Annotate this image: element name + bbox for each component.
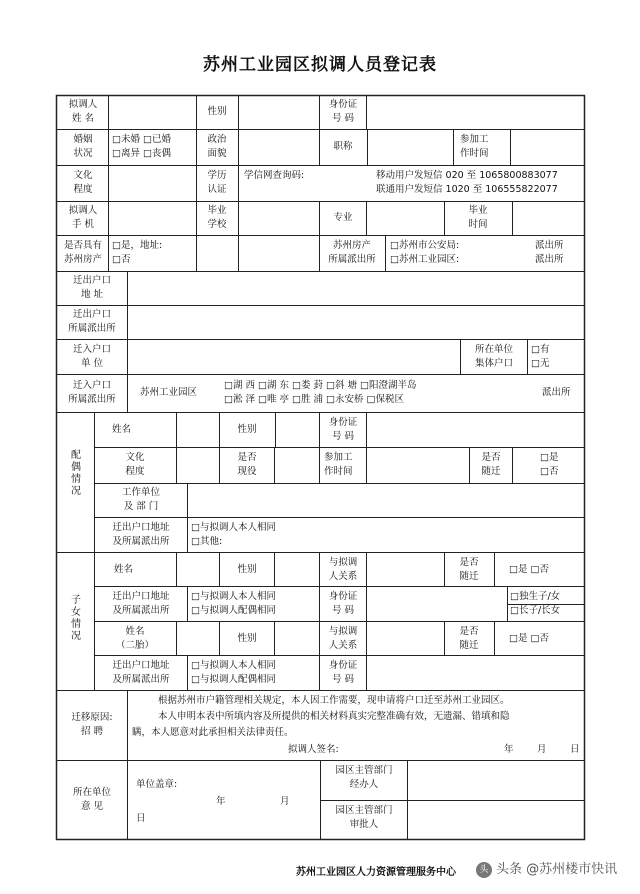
approver-label: 园区主管部门 审批人 (335, 805, 393, 830)
spouse-active-duty-label: 是否 现役 (237, 452, 257, 477)
declaration-line-3: 瞒，本人愿意对此承担相关法律责任。 (132, 727, 294, 738)
origin-station-label: 迁出户口 所属派出所 (68, 309, 116, 334)
child-address-options[interactable]: □与拟调人本人相同 □与拟调人配偶相同 (191, 591, 276, 616)
child-order-options[interactable]: □独生子/女 □长子/长女 (510, 591, 561, 616)
child-name-label: 姓名 (114, 564, 134, 575)
child2-follow-options[interactable]: □是 □否 (509, 633, 549, 644)
issuer-footer: 苏州工业园区人力资源管理服务中心 (296, 867, 456, 878)
spouse-follow-label: 是否 随迁 (481, 452, 501, 477)
child-follow-options[interactable]: □是 □否 (509, 564, 549, 575)
degree-cert-label: 学历 认证 (207, 170, 227, 195)
child2-gender-label: 性别 (237, 633, 257, 644)
destination-unit-label: 迁入户口 单 位 (72, 344, 111, 369)
spouse-unit-label: 工作单位 及 部 门 (121, 487, 160, 512)
child2-address-label: 迁出户口地址 及所属派出所 (112, 660, 170, 685)
station-choices-suffix: 派出所 (542, 387, 571, 398)
political-status-label: 政治 面貌 (207, 134, 227, 159)
declaration-line-2: 本人申明本表中所填内容及所提供的相关材料真实完整准确有效，无遗漏、错填和隐 (158, 711, 510, 722)
child-address-label: 迁出户口地址 及所属派出所 (112, 591, 170, 616)
query-code-label: 学信网查询码: (244, 170, 305, 181)
property-label: 是否具有 苏州房产 (63, 240, 102, 265)
declaration-line-1: 根据苏州市户籍管理相关规定，本人因工作需要，现申请将户口迁至苏州工业园区。 (158, 695, 510, 706)
signature-label: 拟调人签名: (288, 744, 339, 755)
child-relation-label: 与拟调 人关系 (328, 557, 358, 582)
marital-options[interactable]: □未婚 □已婚 □离异 □丧偶 (112, 134, 171, 159)
major-label: 专业 (333, 212, 353, 223)
gender-label: 性别 (207, 106, 227, 117)
unit-month: 月 (280, 796, 290, 807)
form-title: 苏州工业园区拟调人员登记表 (203, 55, 437, 75)
child2-id-label: 身份证 号 码 (328, 660, 358, 685)
spouse-gender-label: 性别 (237, 424, 257, 435)
signature-year: 年 (504, 744, 514, 755)
child2-follow-label: 是否 随迁 (459, 626, 479, 651)
sms-instructions: 移动用户发短信 020 至 1065800883077 联通用户发短信 1020 至 106555822077 (376, 170, 558, 195)
spouse-section-label: 配偶情况 (71, 450, 81, 497)
child-id-label: 身份证 号 码 (328, 591, 358, 616)
watermark-handle: @苏州楼市快讯 (526, 862, 618, 877)
spouse-address-options[interactable]: □与拟调人本人相同 □其他: (191, 522, 276, 547)
unit-seal-label: 单位盖章: (136, 779, 178, 790)
unit-opinion-label: 所在单位 意 见 (72, 787, 111, 812)
spouse-id-label: 身份证 号 码 (328, 417, 358, 442)
migration-reason-label: 迁移原因: 招 聘 (71, 712, 113, 737)
spouse-education-label: 文化 程度 (125, 452, 145, 477)
station-suffix: 派出所 派出所 (535, 240, 564, 265)
child2-address-options[interactable]: □与拟调人本人相同 □与拟调人配偶相同 (191, 660, 276, 685)
destination-station-label: 迁入户口 所属派出所 (68, 380, 116, 405)
school-label: 毕业 学校 (207, 205, 227, 230)
children-section-label: 子女情况 (71, 595, 81, 642)
unit-day: 日 (136, 813, 146, 824)
park-label: 苏州工业园区 (140, 387, 198, 398)
origin-address-label: 迁出户口 地 址 (72, 275, 111, 300)
spouse-address-label: 迁出户口地址 及所属派出所 (112, 522, 170, 547)
unit-year: 年 (216, 796, 226, 807)
education-label: 文化 程度 (73, 170, 93, 195)
applicant-name-label: 拟调人 姓 名 (68, 99, 98, 124)
child2-relation-label: 与拟调 人关系 (328, 626, 358, 651)
collective-options[interactable]: □有 □无 (531, 344, 550, 369)
marital-status-label: 婚姻 状况 (73, 134, 93, 159)
spouse-worktime-label: 参加工 作时间 (324, 452, 353, 477)
property-options[interactable]: □是，地址: □否 (112, 240, 163, 265)
work-start-label: 参加工 作时间 (460, 134, 489, 159)
station-choices[interactable]: □湖 西 □湖 东 □娄 葑 □斜 塘 □阳澄湖半岛 □淞 泽 □唯 亭 □胜 浦 □永安桥 □保税区 (224, 380, 417, 405)
collective-account-label: 所在单位 集体户口 (474, 344, 513, 369)
professional-title-label: 职称 (333, 141, 353, 152)
child2-name-label: 姓名 （二胎） (115, 626, 154, 651)
phone-label: 拟调人 手 机 (68, 205, 98, 230)
property-station-label: 苏州房产 所属派出所 (328, 240, 376, 265)
station-options[interactable]: □苏州市公安局: □苏州工业园区: (390, 240, 460, 265)
handler-label: 园区主管部门 经办人 (335, 765, 393, 790)
spouse-follow-options[interactable]: □是 □否 (540, 452, 559, 477)
child-follow-label: 是否 随迁 (459, 557, 479, 582)
toutiao-logo-icon: 头 (476, 862, 492, 878)
watermark-prefix: 头条 (496, 862, 523, 877)
child-gender-label: 性别 (237, 564, 257, 575)
signature-day: 日 (570, 744, 580, 755)
id-number-label: 身份证 号 码 (328, 99, 358, 124)
graduation-time-label: 毕业 时间 (468, 205, 488, 230)
signature-month: 月 (537, 744, 547, 755)
spouse-name-label: 姓名 (112, 424, 132, 435)
watermark (476, 858, 617, 878)
